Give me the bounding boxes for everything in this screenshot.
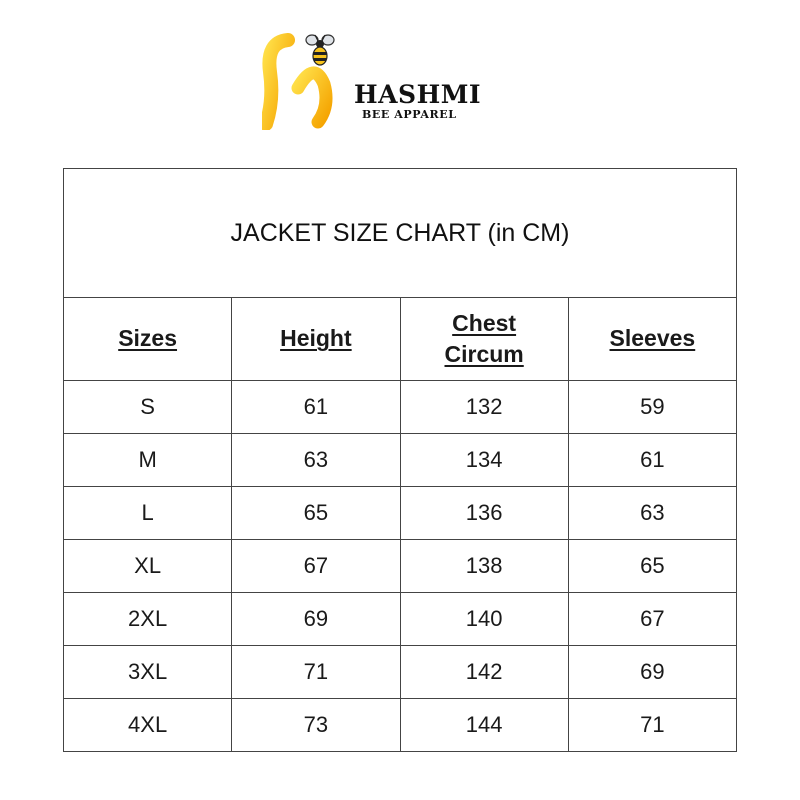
cell-height: 69	[232, 593, 400, 646]
h-monogram-icon	[262, 26, 362, 130]
cell-chest: 132	[400, 381, 568, 434]
cell-height: 65	[232, 487, 400, 540]
header-height: Height	[232, 298, 400, 381]
cell-chest: 134	[400, 434, 568, 487]
cell-height: 63	[232, 434, 400, 487]
cell-sleeves: 65	[568, 540, 736, 593]
size-chart-table	[63, 168, 737, 752]
cell-sleeves: 67	[568, 593, 736, 646]
table-row	[64, 540, 737, 593]
table-row	[64, 434, 737, 487]
cell-size: M	[64, 434, 232, 487]
cell-chest: 138	[400, 540, 568, 593]
cell-height: 67	[232, 540, 400, 593]
cell-sleeves: 59	[568, 381, 736, 434]
cell-size: S	[64, 381, 232, 434]
table-row	[64, 699, 737, 752]
bee-icon	[306, 35, 334, 65]
cell-size: XL	[64, 540, 232, 593]
header-sleeves: Sleeves	[568, 298, 736, 381]
cell-size: 4XL	[64, 699, 232, 752]
table-row	[64, 487, 737, 540]
cell-chest: 142	[400, 646, 568, 699]
cell-chest: 144	[400, 699, 568, 752]
header-chest-circum: Chest Circum	[400, 298, 568, 381]
brand-name: HASHMI	[354, 80, 482, 109]
cell-chest: 136	[400, 487, 568, 540]
cell-sleeves: 71	[568, 699, 736, 752]
cell-height: 71	[232, 646, 400, 699]
brand-tagline: BEE APPAREL	[362, 108, 457, 121]
title-row	[64, 169, 737, 298]
cell-sleeves: 69	[568, 646, 736, 699]
cell-height: 61	[232, 381, 400, 434]
table-title: JACKET SIZE CHART (in CM)	[64, 169, 737, 298]
cell-chest: 140	[400, 593, 568, 646]
header-row	[64, 298, 737, 381]
cell-sleeves: 61	[568, 434, 736, 487]
cell-height: 73	[232, 699, 400, 752]
cell-size: L	[64, 487, 232, 540]
cell-size: 2XL	[64, 593, 232, 646]
cell-sleeves: 63	[568, 487, 736, 540]
table-row	[64, 381, 737, 434]
table-row	[64, 593, 737, 646]
header-sizes: Sizes	[64, 298, 232, 381]
table-row	[64, 646, 737, 699]
brand-logo	[262, 26, 482, 130]
cell-size: 3XL	[64, 646, 232, 699]
